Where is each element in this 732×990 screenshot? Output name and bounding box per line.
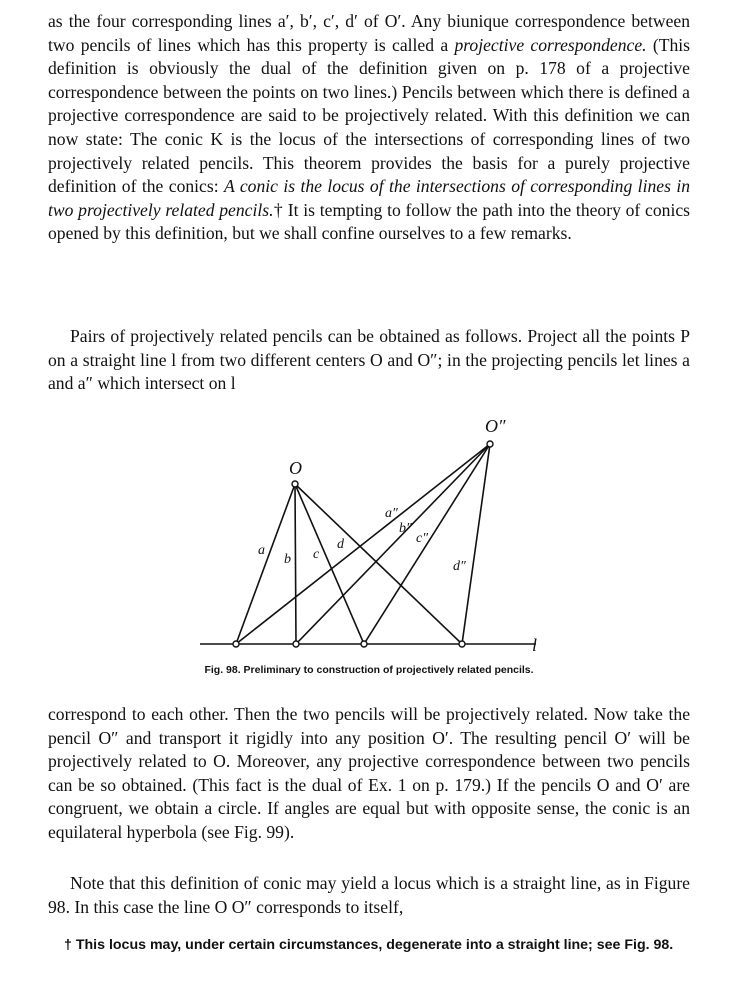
paragraph-1-text-a: as the four corresponding lines a′, b′, c′, d′ of O′. Any biunique correspondence between two pencils of lines which has this property is called a	[48, 11, 690, 55]
label-o-double-prime: O″	[485, 416, 506, 436]
figure-98	[48, 408, 690, 658]
figure-caption: Fig. 98. Preliminary to construction of projectively related pencils.	[204, 664, 534, 676]
theorem-statement: A conic is the locus of the intersections of corresponding lines in two projectively related pencils.	[48, 176, 690, 220]
label-a: a	[258, 543, 265, 558]
label-a-double-prime: a″	[385, 506, 398, 521]
point-on-l-c	[361, 641, 367, 647]
line-a-double-prime	[236, 444, 490, 644]
footnote	[48, 936, 690, 955]
line-d-double-prime	[462, 444, 490, 644]
paragraph-degenerate-locus: Note that this definition of conic may yield a locus which is a straight line, as in Figure 98. In this case the line O O″ corresponds to itself,	[48, 873, 690, 917]
footnote-text: This locus may, under certain circumstances, degenerate into a straight line; see Fig. 98.	[75, 937, 674, 953]
label-l: l	[532, 635, 538, 655]
footnote-reference[interactable]: †	[273, 199, 284, 220]
label-c: c	[313, 547, 320, 562]
label-d: d	[337, 537, 344, 552]
line-c	[295, 484, 364, 644]
figure-98-diagram	[48, 408, 690, 658]
label-b-double-prime: b″	[399, 521, 412, 536]
paragraph-pencils-construction: Pairs of projectively related pencils can be obtained as follows. Project all the points P on a straight line l from two different centers O and O″; in the projecting pencils let lines a and a″ which intersect on l	[48, 326, 690, 394]
point-on-l-a	[233, 641, 239, 647]
line-b	[295, 484, 296, 644]
line-b-double-prime	[296, 444, 490, 644]
label-b: b	[284, 552, 291, 567]
footnote-body	[48, 936, 690, 955]
paragraph-projective-correspondence	[48, 10, 690, 246]
footnote-mark: †	[64, 937, 72, 953]
point-on-l-b	[293, 641, 299, 647]
paragraph-1-text-c: It is tempting to follow the path into the theory of conics opened by this definition, but we shall confine ourselves to a few remarks.	[48, 199, 690, 244]
paragraph-transport-pencil: correspond to each other. Then the two pencils will be projectively related. Now take the pencil O″ and transport it rigidly into any position O′. The resulting pencil O′ will be projectively related to O. Moreover, any projective correspondence between two pencils can be so obtained. (This fact is the dual of Ex. 1 on p. 179.) If the pencils O and O′ are congruent, we obtain a circle. If angles are equal but with opposite sense, the conic is an equilateral hyperbola (see Fig. 99).	[48, 704, 690, 842]
point-on-l-d	[459, 641, 465, 647]
label-d-double-prime: d″	[453, 559, 466, 574]
center-o-point	[292, 481, 298, 487]
paragraph-1-text-b: (This definition is obviously the dual of the definition given on p. 178 of a projective correspondence between the points on two lines.) Pencils between which there is defined a projective correspondence are said to be projectively related. With this definition we can now state: The conic K is the locus of the intersections of corresponding lines of two projectively related pencils. This theorem provides the basis for a purely projective definition of the conics:	[48, 34, 690, 197]
center-o-double-prime-point	[487, 441, 493, 447]
label-o: O	[289, 458, 302, 478]
term-projective-correspondence: projective correspondence.	[454, 34, 647, 55]
label-c-double-prime: c″	[416, 531, 429, 546]
